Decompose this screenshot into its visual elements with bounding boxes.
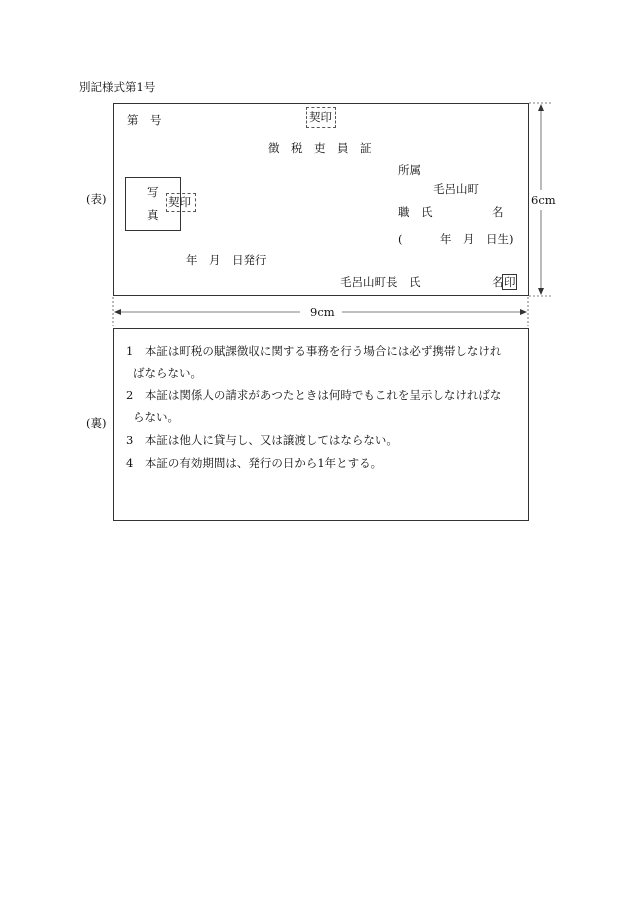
photo-label-2: 真 bbox=[147, 208, 159, 222]
top-seal-text: 契印 bbox=[309, 110, 332, 124]
mayor-seal-text: 印 bbox=[504, 275, 516, 289]
issue-date: 年 月 日発行 bbox=[186, 253, 267, 267]
name-label: 名 bbox=[492, 205, 504, 219]
mayor-name-label: 名 bbox=[492, 275, 504, 289]
back-line-6: 4 本証の有効期間は、発行の日から1年とする。 bbox=[126, 456, 383, 470]
back-side-label: (裏) bbox=[86, 416, 107, 430]
card-title: 徴 税 吏 員 証 bbox=[268, 141, 372, 155]
photo-label-1: 写 bbox=[147, 185, 159, 199]
birth-open: ( bbox=[398, 232, 403, 246]
back-line-5: 3 本証は他人に貸与し、又は譲渡してはならない。 bbox=[126, 433, 398, 447]
affiliation-label: 所属 bbox=[398, 163, 421, 177]
form-title: 別記様式第1号 bbox=[79, 80, 156, 94]
width-dimension-label: 9cm bbox=[310, 305, 335, 319]
back-line-3: 2 本証は関係人の請求があつたときは何時でもこれを呈示しなければな bbox=[126, 388, 502, 402]
job-label: 職 氏 bbox=[398, 205, 433, 219]
front-side-label: (表) bbox=[86, 192, 107, 206]
mayor-label: 毛呂山町長 氏 bbox=[340, 275, 421, 289]
birth-date: 年 月 日生) bbox=[440, 232, 514, 246]
back-line-2: ばならない。 bbox=[133, 366, 202, 380]
photo-seal-text: 契印 bbox=[168, 195, 191, 209]
back-line-4: らない。 bbox=[133, 410, 179, 424]
height-dimension-label: 6cm bbox=[531, 193, 556, 207]
town-name: 毛呂山町 bbox=[433, 182, 479, 196]
number-label: 第 号 bbox=[127, 113, 162, 127]
back-line-1: 1 本証は町税の賦課徴収に関する事務を行う場合には必ず携帯しなけれ bbox=[126, 344, 502, 358]
